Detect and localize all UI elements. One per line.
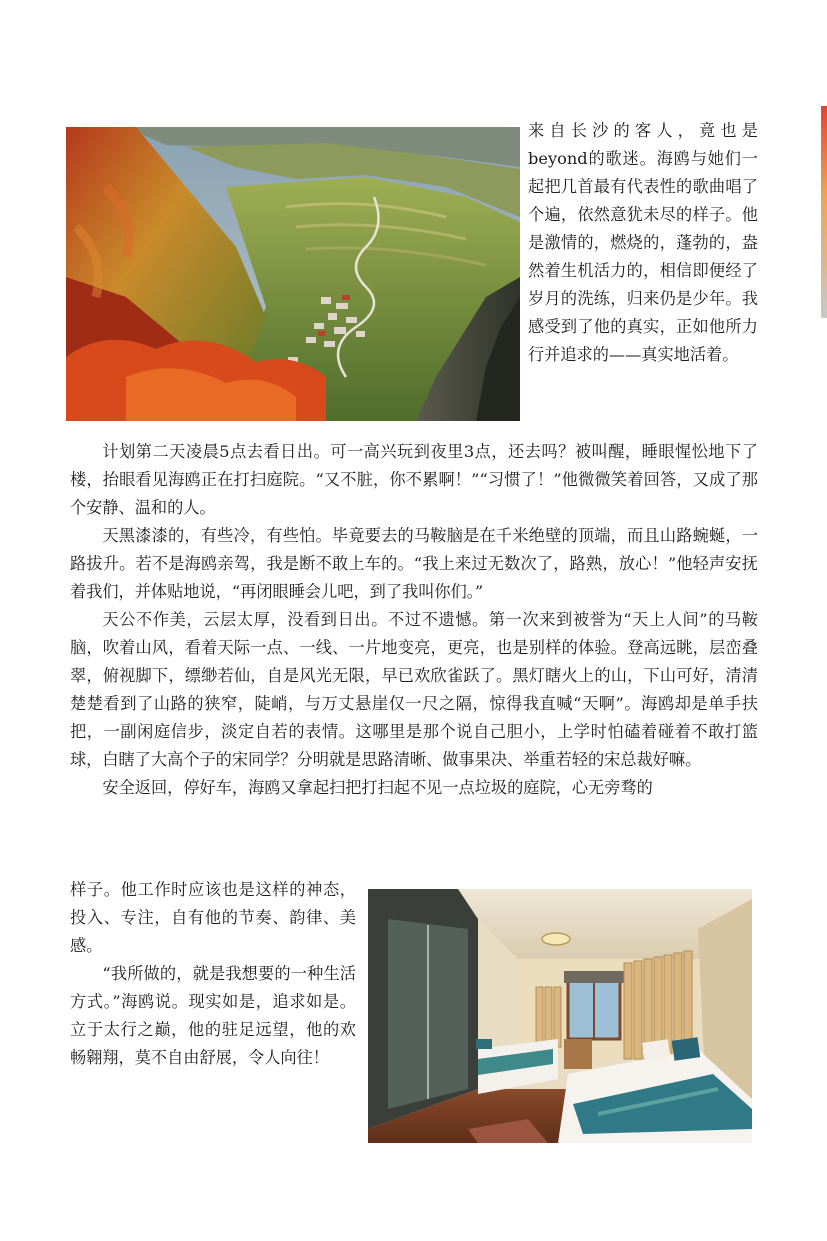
guesthouse-bedroom-photo [368,889,752,1143]
article-paragraph-5-continued: 样子。他工作时应该也是这样的神态，投入、专注，自有他的节奏、韵律、美感。 [70,880,356,955]
article-bottom-column [70,876,356,1072]
article-paragraph-6: “我所做的，就是我想要的一种生活方式。”海鸥说。现实如是，追求如是。立于太行之巅，他的驻足远望，他的欢畅翱翔，莫不自由舒展，令人向往！ [70,964,356,1067]
article-paragraph-3: 天黑漆漆的，有些冷，有些怕。毕竟要去的马鞍脑是在千米绝壁的顶端，而且山路蜿蜒，一路拔升。若不是海鸥亲驾，我是断不敢上车的。“我上来过无数次了，路熟，放心！”他轻声安抚着我们，并体贴地说，“再闭眼睡会儿吧，到了我叫你们。” [70,526,758,601]
article-paragraph-2: 计划第二天凌晨5点去看日出。可一高兴玩到夜里3点，还去吗？被叫醒，睡眼惺忪地下了楼，抬眼看见海鸥正在打扫庭院。“又不脏，你不累啊！”“习惯了！”他微微笑着回答，又成了那个安静、温和的人。 [70,442,758,517]
article-paragraph-4: 天公不作美，云层太厚，没看到日出。不过不遗憾。第一次来到被誉为“天上人间”的马鞍脑，吹着山风，看着天际一点、一线、一片地变亮，更亮，也是别样的体验。登高远眺，层峦叠翠，俯视脚下，缥缈若仙，自是风光无限，早已欢欣雀跃了。黑灯瞎火上的山，下山可好，清清楚楚看到了山路的狭窄，陡峭，与万丈悬崖仅一尺之隔，惊得我直喊“天啊”。海鸥却是单手扶把，一副闲庭信步，淡定自若的表情。这哪里是那个说自己胆小，上学时怕磕着碰着不敢打篮球，白瞎了大高个子的宋同学？分明就是思路清晰、做事果决、举重若轻的宋总裁好嘛。 [70,610,758,769]
article-paragraph-1 [528,117,758,369]
mountain-valley-illustration [66,127,520,421]
page-edge-color-mark [821,106,827,318]
bedroom-illustration [368,889,752,1143]
paragraph-text: 来自长沙的客人，竟也是beyond的歌迷。海鸥与她们一起把几首最有代表性的歌曲唱了个遍，依然意犹未尽的样子。他是激情的，燃烧的，蓬勃的，盎然着生机活力的，相信即便经了岁月的洗练，归来仍是少年。我感受到了他的真实，正如他所力行并追求的——真实地活着。 [528,121,758,364]
article-body [70,438,758,802]
article-paragraph-5: 安全返回，停好车，海鸥又拿起扫把打扫起不见一点垃圾的庭院，心无旁骛的 [102,778,653,797]
mountain-valley-photo [66,127,520,421]
